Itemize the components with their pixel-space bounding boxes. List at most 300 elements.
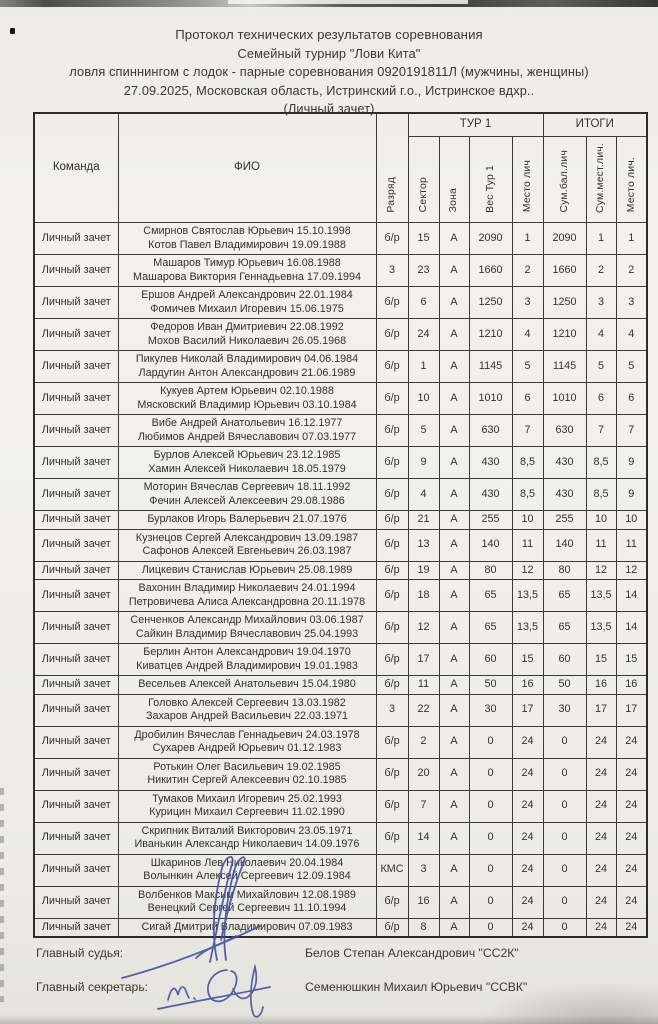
sector-cell: 20 xyxy=(408,758,439,790)
mesto-itog-cell: 14 xyxy=(616,580,647,612)
razryad-cell: б/р xyxy=(376,319,408,351)
sum-mest-cell: 24 xyxy=(586,822,616,854)
ves-cell: 60 xyxy=(469,644,512,676)
sum-bal-cell: 1010 xyxy=(543,383,586,415)
mesto-tur1-cell: 13,5 xyxy=(512,612,543,644)
participant-name: Пикулев Николай Владимирович 04.06.1984 xyxy=(135,353,359,365)
razryad-cell: КМС xyxy=(376,854,408,886)
fio-cell xyxy=(118,529,376,561)
mesto-itog-cell: 24 xyxy=(616,886,647,918)
participant-name: Фомичев Михаил Игоревич 15.06.1975 xyxy=(150,302,344,315)
ves-cell: 80 xyxy=(469,561,512,580)
mesto-itog-cell: 9 xyxy=(616,479,647,511)
ves-cell: 30 xyxy=(469,694,512,726)
mesto-tur1-cell: 1 xyxy=(512,223,543,255)
razryad-cell: б/р xyxy=(376,529,408,561)
sum-bal-cell: 60 xyxy=(543,644,586,676)
sum-mest-cell: 10 xyxy=(586,511,616,530)
participant-name: Машарова Виктория Геннадьевна 17.09.1994 xyxy=(133,270,361,283)
table-row xyxy=(34,644,647,676)
razryad-cell: б/р xyxy=(376,287,408,319)
mesto-itog-cell: 12 xyxy=(616,561,647,580)
col-header-ves-tur1: Вес Тур 1 xyxy=(469,137,512,223)
participant-name: Бурлов Алексей Юрьевич 23.12.1985 xyxy=(153,449,341,461)
team-cell: Личный зачет xyxy=(34,415,118,447)
mesto-itog-cell: 24 xyxy=(616,854,647,886)
document-title xyxy=(0,26,658,119)
zona-cell: А xyxy=(439,918,469,937)
fio-cell xyxy=(118,255,376,287)
sum-bal-cell: 65 xyxy=(543,612,586,644)
zona-cell: А xyxy=(439,822,469,854)
team-cell: Личный зачет xyxy=(34,223,118,255)
title-line-date-place: 27.09.2025, Московская область, Истринский г.о., Истринское вдхр.. xyxy=(123,82,535,98)
sum-bal-cell: 140 xyxy=(543,529,586,561)
sector-cell: 14 xyxy=(408,822,439,854)
ves-cell: 0 xyxy=(469,854,512,886)
zona-cell: А xyxy=(439,694,469,726)
mesto-tur1-cell: 13,5 xyxy=(512,580,543,612)
sum-mest-cell: 2 xyxy=(586,255,616,287)
sector-cell: 7 xyxy=(408,790,439,822)
participant-name: Кукуев Артем Юрьевич 02.10.1988 xyxy=(160,385,334,397)
mesto-itog-cell: 24 xyxy=(616,726,647,758)
sum-bal-cell: 255 xyxy=(543,511,586,530)
participant-name: Машаров Тимур Юрьевич 16.08.1988 xyxy=(153,257,341,269)
mesto-tur1-cell: 15 xyxy=(512,644,543,676)
table-row xyxy=(34,676,647,695)
fio-cell xyxy=(118,383,376,415)
table-row xyxy=(34,255,647,287)
participant-name: Шкаринов Лев Николаевич 20.04.1984 xyxy=(150,856,344,869)
mesto-tur1-cell: 10 xyxy=(512,511,543,530)
participant-name: Котов Павел Владимирович 19.09.1988 xyxy=(148,238,346,251)
mesto-itog-cell: 9 xyxy=(616,447,647,479)
sum-mest-cell: 24 xyxy=(586,790,616,822)
participant-name: Моторин Вячеслав Сергеевич 18.11.1992 xyxy=(143,481,351,493)
sum-mest-cell: 16 xyxy=(586,676,616,695)
sector-cell: 22 xyxy=(408,694,439,726)
col-header-mesto-tur1: Место лич xyxy=(512,137,543,223)
ves-cell: 0 xyxy=(469,886,512,918)
results-tbody xyxy=(34,223,647,938)
participant-name: Тумаков Михаил Игоревич 25.02.1993 xyxy=(152,792,342,805)
mesto-itog-cell: 2 xyxy=(616,255,647,287)
razryad-cell: б/р xyxy=(376,383,408,415)
mesto-tur1-cell: 6 xyxy=(512,383,543,415)
team-cell: Личный зачет xyxy=(34,479,118,511)
mesto-tur1-cell: 24 xyxy=(512,886,543,918)
mesto-tur1-cell: 24 xyxy=(512,790,543,822)
participant-name: Смирнов Святослав Юрьевич 15.10.1998 xyxy=(143,225,351,237)
sector-cell: 3 xyxy=(408,854,439,886)
zona-cell: А xyxy=(439,351,469,383)
razryad-cell: б/р xyxy=(376,886,408,918)
razryad-cell: б/р xyxy=(376,726,408,758)
col-header-fio: ФИО xyxy=(118,113,376,223)
razryad-cell: б/р xyxy=(376,447,408,479)
title-line-discipline: ловля спиннингом с лодок - парные соревнования 0920191811Л (мужчины, женщины) xyxy=(69,64,589,79)
sector-cell: 19 xyxy=(408,561,439,580)
team-cell: Личный зачет xyxy=(34,529,118,561)
table-row xyxy=(34,223,647,255)
participant-name: Федоров Иван Дмитриевич 22.08.1992 xyxy=(150,321,344,333)
fio-cell xyxy=(118,351,376,383)
sum-bal-cell: 2090 xyxy=(543,223,586,255)
participant-name: Киватцев Андрей Владимирович 19.01.1983 xyxy=(136,659,358,672)
sum-mest-cell: 24 xyxy=(586,886,616,918)
table-row xyxy=(34,351,647,383)
mesto-tur1-cell: 24 xyxy=(512,726,543,758)
sum-mest-cell: 8,5 xyxy=(586,479,616,511)
razryad-cell: б/р xyxy=(376,561,408,580)
zona-cell: А xyxy=(439,529,469,561)
ves-cell: 1210 xyxy=(469,319,512,351)
table-row xyxy=(34,790,647,822)
sum-bal-cell: 80 xyxy=(543,561,586,580)
zona-cell: А xyxy=(439,612,469,644)
ves-cell: 2090 xyxy=(469,223,512,255)
sector-cell: 12 xyxy=(408,612,439,644)
razryad-cell: б/р xyxy=(376,790,408,822)
mesto-tur1-cell: 24 xyxy=(512,758,543,790)
ves-cell: 630 xyxy=(469,415,512,447)
col-header-sector: Сектор xyxy=(408,137,439,223)
fio-cell xyxy=(118,676,376,695)
sector-cell: 2 xyxy=(408,726,439,758)
fio-cell xyxy=(118,561,376,580)
scan-artifact-top-notch xyxy=(228,0,468,4)
sum-bal-cell: 430 xyxy=(543,447,586,479)
team-cell: Личный зачет xyxy=(34,918,118,937)
table-row xyxy=(34,383,647,415)
sector-cell: 21 xyxy=(408,511,439,530)
fio-cell xyxy=(118,223,376,255)
mesto-itog-cell: 7 xyxy=(616,415,647,447)
ves-cell: 255 xyxy=(469,511,512,530)
team-cell: Личный зачет xyxy=(34,726,118,758)
zona-cell: А xyxy=(439,511,469,530)
mesto-itog-cell: 6 xyxy=(616,383,647,415)
team-cell: Личный зачет xyxy=(34,580,118,612)
col-header-sum-bal: Сум.бал.лич xyxy=(543,137,586,223)
table-row xyxy=(34,287,647,319)
mesto-tur1-cell: 17 xyxy=(512,694,543,726)
sum-bal-cell: 430 xyxy=(543,479,586,511)
fio-cell xyxy=(118,644,376,676)
ves-cell: 0 xyxy=(469,726,512,758)
sum-mest-cell: 11 xyxy=(586,529,616,561)
col-header-zona: Зона xyxy=(439,137,469,223)
table-row xyxy=(34,511,647,530)
mesto-itog-cell: 5 xyxy=(616,351,647,383)
ves-cell: 0 xyxy=(469,918,512,937)
sector-cell: 11 xyxy=(408,676,439,695)
participant-name: Весельев Алексей Анатольевич 15.04.1980 xyxy=(138,678,356,690)
zona-cell: А xyxy=(439,886,469,918)
col-header-sum-mest: Сум.мест.лич. xyxy=(586,137,616,223)
team-cell: Личный зачет xyxy=(34,383,118,415)
sum-bal-cell: 0 xyxy=(543,886,586,918)
scan-artifact-bottom-band xyxy=(0,1015,658,1024)
participant-name: Бурлаков Игорь Валерьевич 21.07.1976 xyxy=(147,513,347,525)
team-cell: Личный зачет xyxy=(34,351,118,383)
participant-name: Курицин Михаил Сергеевич 11.02.1990 xyxy=(149,806,345,818)
participant-name: Иванькин Александр Николаевич 14.09.1976 xyxy=(134,838,360,850)
fio-cell xyxy=(118,511,376,530)
razryad-cell: б/р xyxy=(376,918,408,937)
sector-cell: 17 xyxy=(408,644,439,676)
scan-artifact-left-edge xyxy=(0,788,4,1002)
sum-bal-cell: 0 xyxy=(543,822,586,854)
zona-cell: А xyxy=(439,223,469,255)
mesto-itog-cell: 3 xyxy=(616,287,647,319)
ves-cell: 0 xyxy=(469,758,512,790)
results-table xyxy=(33,112,648,938)
ves-cell: 0 xyxy=(469,790,512,822)
team-cell: Личный зачет xyxy=(34,255,118,287)
participant-name: Петровичева Алиса Александровна 20.11.1978 xyxy=(128,595,366,608)
title-line-protocol: Протокол технических результатов соревнования xyxy=(175,27,483,42)
participant-name: Вахонин Владимир Николаевич 24.01.1994 xyxy=(138,582,356,594)
ves-cell: 430 xyxy=(469,447,512,479)
title-line-personal: (Личный зачет) xyxy=(283,101,375,116)
col-header-razryad: Разряд xyxy=(376,113,408,223)
zona-cell: А xyxy=(439,383,469,415)
mesto-itog-cell: 14 xyxy=(616,612,647,644)
zona-cell: А xyxy=(439,854,469,886)
group-header-itogi: ИТОГИ xyxy=(543,113,647,137)
sum-mest-cell: 24 xyxy=(586,726,616,758)
participant-name: Головко Алексей Сергеевич 13.03.1982 xyxy=(148,696,346,709)
participant-name: Волынкин Алексей Сергеевич 12.09.1984 xyxy=(143,870,351,882)
table-row xyxy=(34,529,647,561)
zona-cell: А xyxy=(439,255,469,287)
sum-bal-cell: 0 xyxy=(543,918,586,937)
participant-name: Мясковский Владимир Юрьевич 03.10.1984 xyxy=(137,398,357,411)
sector-cell: 5 xyxy=(408,415,439,447)
secretary-label: Главный секретарь: xyxy=(36,980,149,994)
ves-cell: 1250 xyxy=(469,287,512,319)
sum-mest-cell: 13,5 xyxy=(586,580,616,612)
participant-name: Венецкий Сергей Сергеевич 11.10.1994 xyxy=(147,902,347,914)
sum-bal-cell: 1660 xyxy=(543,255,586,287)
zona-cell: А xyxy=(439,415,469,447)
ves-cell: 1145 xyxy=(469,351,512,383)
sum-bal-cell: 65 xyxy=(543,580,586,612)
sector-cell: 6 xyxy=(408,287,439,319)
sum-mest-cell: 17 xyxy=(586,694,616,726)
ves-cell: 65 xyxy=(469,612,512,644)
sum-bal-cell: 30 xyxy=(543,694,586,726)
razryad-cell: б/р xyxy=(376,612,408,644)
team-cell: Личный зачет xyxy=(34,287,118,319)
team-cell: Личный зачет xyxy=(34,511,118,530)
mesto-itog-cell: 17 xyxy=(616,694,647,726)
mesto-itog-cell: 15 xyxy=(616,644,647,676)
table-row xyxy=(34,580,647,612)
fio-cell xyxy=(118,790,376,822)
sector-cell: 24 xyxy=(408,319,439,351)
table-row xyxy=(34,612,647,644)
team-cell: Личный зачет xyxy=(34,790,118,822)
team-cell: Личный зачет xyxy=(34,612,118,644)
participant-name: Никитин Сергей Алексеевич 02.10.1985 xyxy=(147,774,347,786)
participant-name: Мохов Василий Николаевич 26.05.1968 xyxy=(147,334,347,347)
mesto-tur1-cell: 11 xyxy=(512,529,543,561)
table-row xyxy=(34,726,647,758)
zona-cell: А xyxy=(439,580,469,612)
sum-mest-cell: 15 xyxy=(586,644,616,676)
team-cell: Личный зачет xyxy=(34,319,118,351)
razryad-cell: б/р xyxy=(376,351,408,383)
mesto-tur1-cell: 16 xyxy=(512,676,543,695)
mesto-itog-cell: 24 xyxy=(616,918,647,937)
table-row xyxy=(34,319,647,351)
mesto-itog-cell: 24 xyxy=(616,758,647,790)
mesto-tur1-cell: 4 xyxy=(512,319,543,351)
mesto-tur1-cell: 24 xyxy=(512,854,543,886)
sum-bal-cell: 1210 xyxy=(543,319,586,351)
col-header-mesto-itog: Место лич. xyxy=(616,137,647,223)
fio-cell xyxy=(118,580,376,612)
sector-cell: 8 xyxy=(408,918,439,937)
judge-name: Белов Степан Александрович "СС2К" xyxy=(305,946,519,960)
ves-cell: 1660 xyxy=(469,255,512,287)
sector-cell: 4 xyxy=(408,479,439,511)
sum-bal-cell: 0 xyxy=(543,790,586,822)
razryad-cell: б/р xyxy=(376,676,408,695)
participant-name: Сенченков Александр Михайлович 03.06.1987 xyxy=(130,614,364,626)
fio-cell xyxy=(118,319,376,351)
participant-name: Сухарев Андрей Юрьевич 01.12.1983 xyxy=(152,742,342,754)
razryad-cell: б/р xyxy=(376,223,408,255)
participant-name: Сафонов Алексей Евгеньевич 26.03.1987 xyxy=(142,545,352,557)
sector-cell: 13 xyxy=(408,529,439,561)
mesto-tur1-cell: 5 xyxy=(512,351,543,383)
sum-mest-cell: 7 xyxy=(586,415,616,447)
sum-bal-cell: 630 xyxy=(543,415,586,447)
sum-mest-cell: 24 xyxy=(586,854,616,886)
sum-mest-cell: 12 xyxy=(586,561,616,580)
mesto-itog-cell: 24 xyxy=(616,822,647,854)
participant-name: Сигай Дмитрий Владимирович 07.09.1983 xyxy=(141,920,353,933)
team-cell: Личный зачет xyxy=(34,644,118,676)
sum-mest-cell: 3 xyxy=(586,287,616,319)
mesto-tur1-cell: 24 xyxy=(512,822,543,854)
team-cell: Личный зачет xyxy=(34,676,118,695)
mesto-tur1-cell: 12 xyxy=(512,561,543,580)
fio-cell xyxy=(118,415,376,447)
participant-name: Сайкин Владимир Вячеславович 25.04.1993 xyxy=(135,627,359,640)
zona-cell: А xyxy=(439,790,469,822)
mesto-itog-cell: 24 xyxy=(616,790,647,822)
sector-cell: 1 xyxy=(408,351,439,383)
sector-cell: 18 xyxy=(408,580,439,612)
fio-cell xyxy=(118,287,376,319)
ves-cell: 1010 xyxy=(469,383,512,415)
razryad-cell: б/р xyxy=(376,822,408,854)
fio-cell xyxy=(118,447,376,479)
ves-cell: 65 xyxy=(469,580,512,612)
participant-name: Ершов Андрей Александрович 22.01.1984 xyxy=(141,289,353,301)
ves-cell: 50 xyxy=(469,676,512,695)
fio-cell xyxy=(118,479,376,511)
participant-name: Вибе Андрей Анатольевич 16.12.1977 xyxy=(151,417,343,429)
sum-bal-cell: 1250 xyxy=(543,287,586,319)
participant-name: Хамин Алексей Николаевич 18.05.1979 xyxy=(148,462,346,475)
title-line-tournament: Семейный турнир "Лови Кита" xyxy=(237,45,421,61)
mesto-itog-cell: 4 xyxy=(616,319,647,351)
mesto-tur1-cell: 8,5 xyxy=(512,447,543,479)
mesto-tur1-cell: 3 xyxy=(512,287,543,319)
sum-mest-cell: 5 xyxy=(586,351,616,383)
sum-mest-cell: 24 xyxy=(586,918,616,937)
sector-cell: 23 xyxy=(408,255,439,287)
mesto-tur1-cell: 24 xyxy=(512,918,543,937)
team-cell: Личный зачет xyxy=(34,822,118,854)
team-cell: Личный зачет xyxy=(34,886,118,918)
sector-cell: 9 xyxy=(408,447,439,479)
sum-mest-cell: 24 xyxy=(586,758,616,790)
table-row xyxy=(34,415,647,447)
sum-bal-cell: 0 xyxy=(543,758,586,790)
mesto-tur1-cell: 2 xyxy=(512,255,543,287)
participant-name: Скрипник Виталий Викторович 23.05.1971 xyxy=(141,824,353,837)
razryad-cell: б/р xyxy=(376,644,408,676)
fio-cell xyxy=(118,726,376,758)
zona-cell: А xyxy=(439,758,469,790)
zona-cell: А xyxy=(439,447,469,479)
ves-cell: 430 xyxy=(469,479,512,511)
judge-label: Главный судья: xyxy=(36,946,124,960)
razryad-cell: 3 xyxy=(376,255,408,287)
table-row xyxy=(34,447,647,479)
secretary-name: Семенюшкин Михаил Юрьевич "ССВК" xyxy=(305,980,528,994)
zona-cell: А xyxy=(439,319,469,351)
table-row xyxy=(34,561,647,580)
sum-bal-cell: 0 xyxy=(543,726,586,758)
razryad-cell: б/р xyxy=(376,415,408,447)
participant-name: Берлин Антон Александрович 19.04.1970 xyxy=(143,646,351,658)
secretary-signature xyxy=(158,967,270,1017)
sum-bal-cell: 1145 xyxy=(543,351,586,383)
zona-cell: А xyxy=(439,726,469,758)
table-row xyxy=(34,694,647,726)
team-cell: Личный зачет xyxy=(34,854,118,886)
group-header-tour1: ТУР 1 xyxy=(408,113,543,137)
col-header-team: Команда xyxy=(34,113,118,223)
sum-mest-cell: 4 xyxy=(586,319,616,351)
sum-mest-cell: 1 xyxy=(586,223,616,255)
sector-cell: 15 xyxy=(408,223,439,255)
sum-mest-cell: 6 xyxy=(586,383,616,415)
participant-name: Дробилин Вячеслав Геннадьевич 24.03.1978 xyxy=(134,728,360,741)
mesto-tur1-cell: 8,5 xyxy=(512,479,543,511)
mesto-itog-cell: 10 xyxy=(616,511,647,530)
participant-name: Лицкевич Станислав Юрьевич 25.08.1989 xyxy=(141,563,353,576)
participant-name: Волбенков Максим Михайлович 12.08.1989 xyxy=(138,888,356,901)
sum-mest-cell: 8,5 xyxy=(586,447,616,479)
zona-cell: А xyxy=(439,676,469,695)
fio-cell xyxy=(118,758,376,790)
mesto-itog-cell: 16 xyxy=(616,676,647,695)
team-cell: Личный зачет xyxy=(34,447,118,479)
sum-mest-cell: 13,5 xyxy=(586,612,616,644)
participant-name: Захаров Андрей Васильевич 22.03.1971 xyxy=(145,710,349,722)
ves-cell: 0 xyxy=(469,822,512,854)
zona-cell: А xyxy=(439,479,469,511)
